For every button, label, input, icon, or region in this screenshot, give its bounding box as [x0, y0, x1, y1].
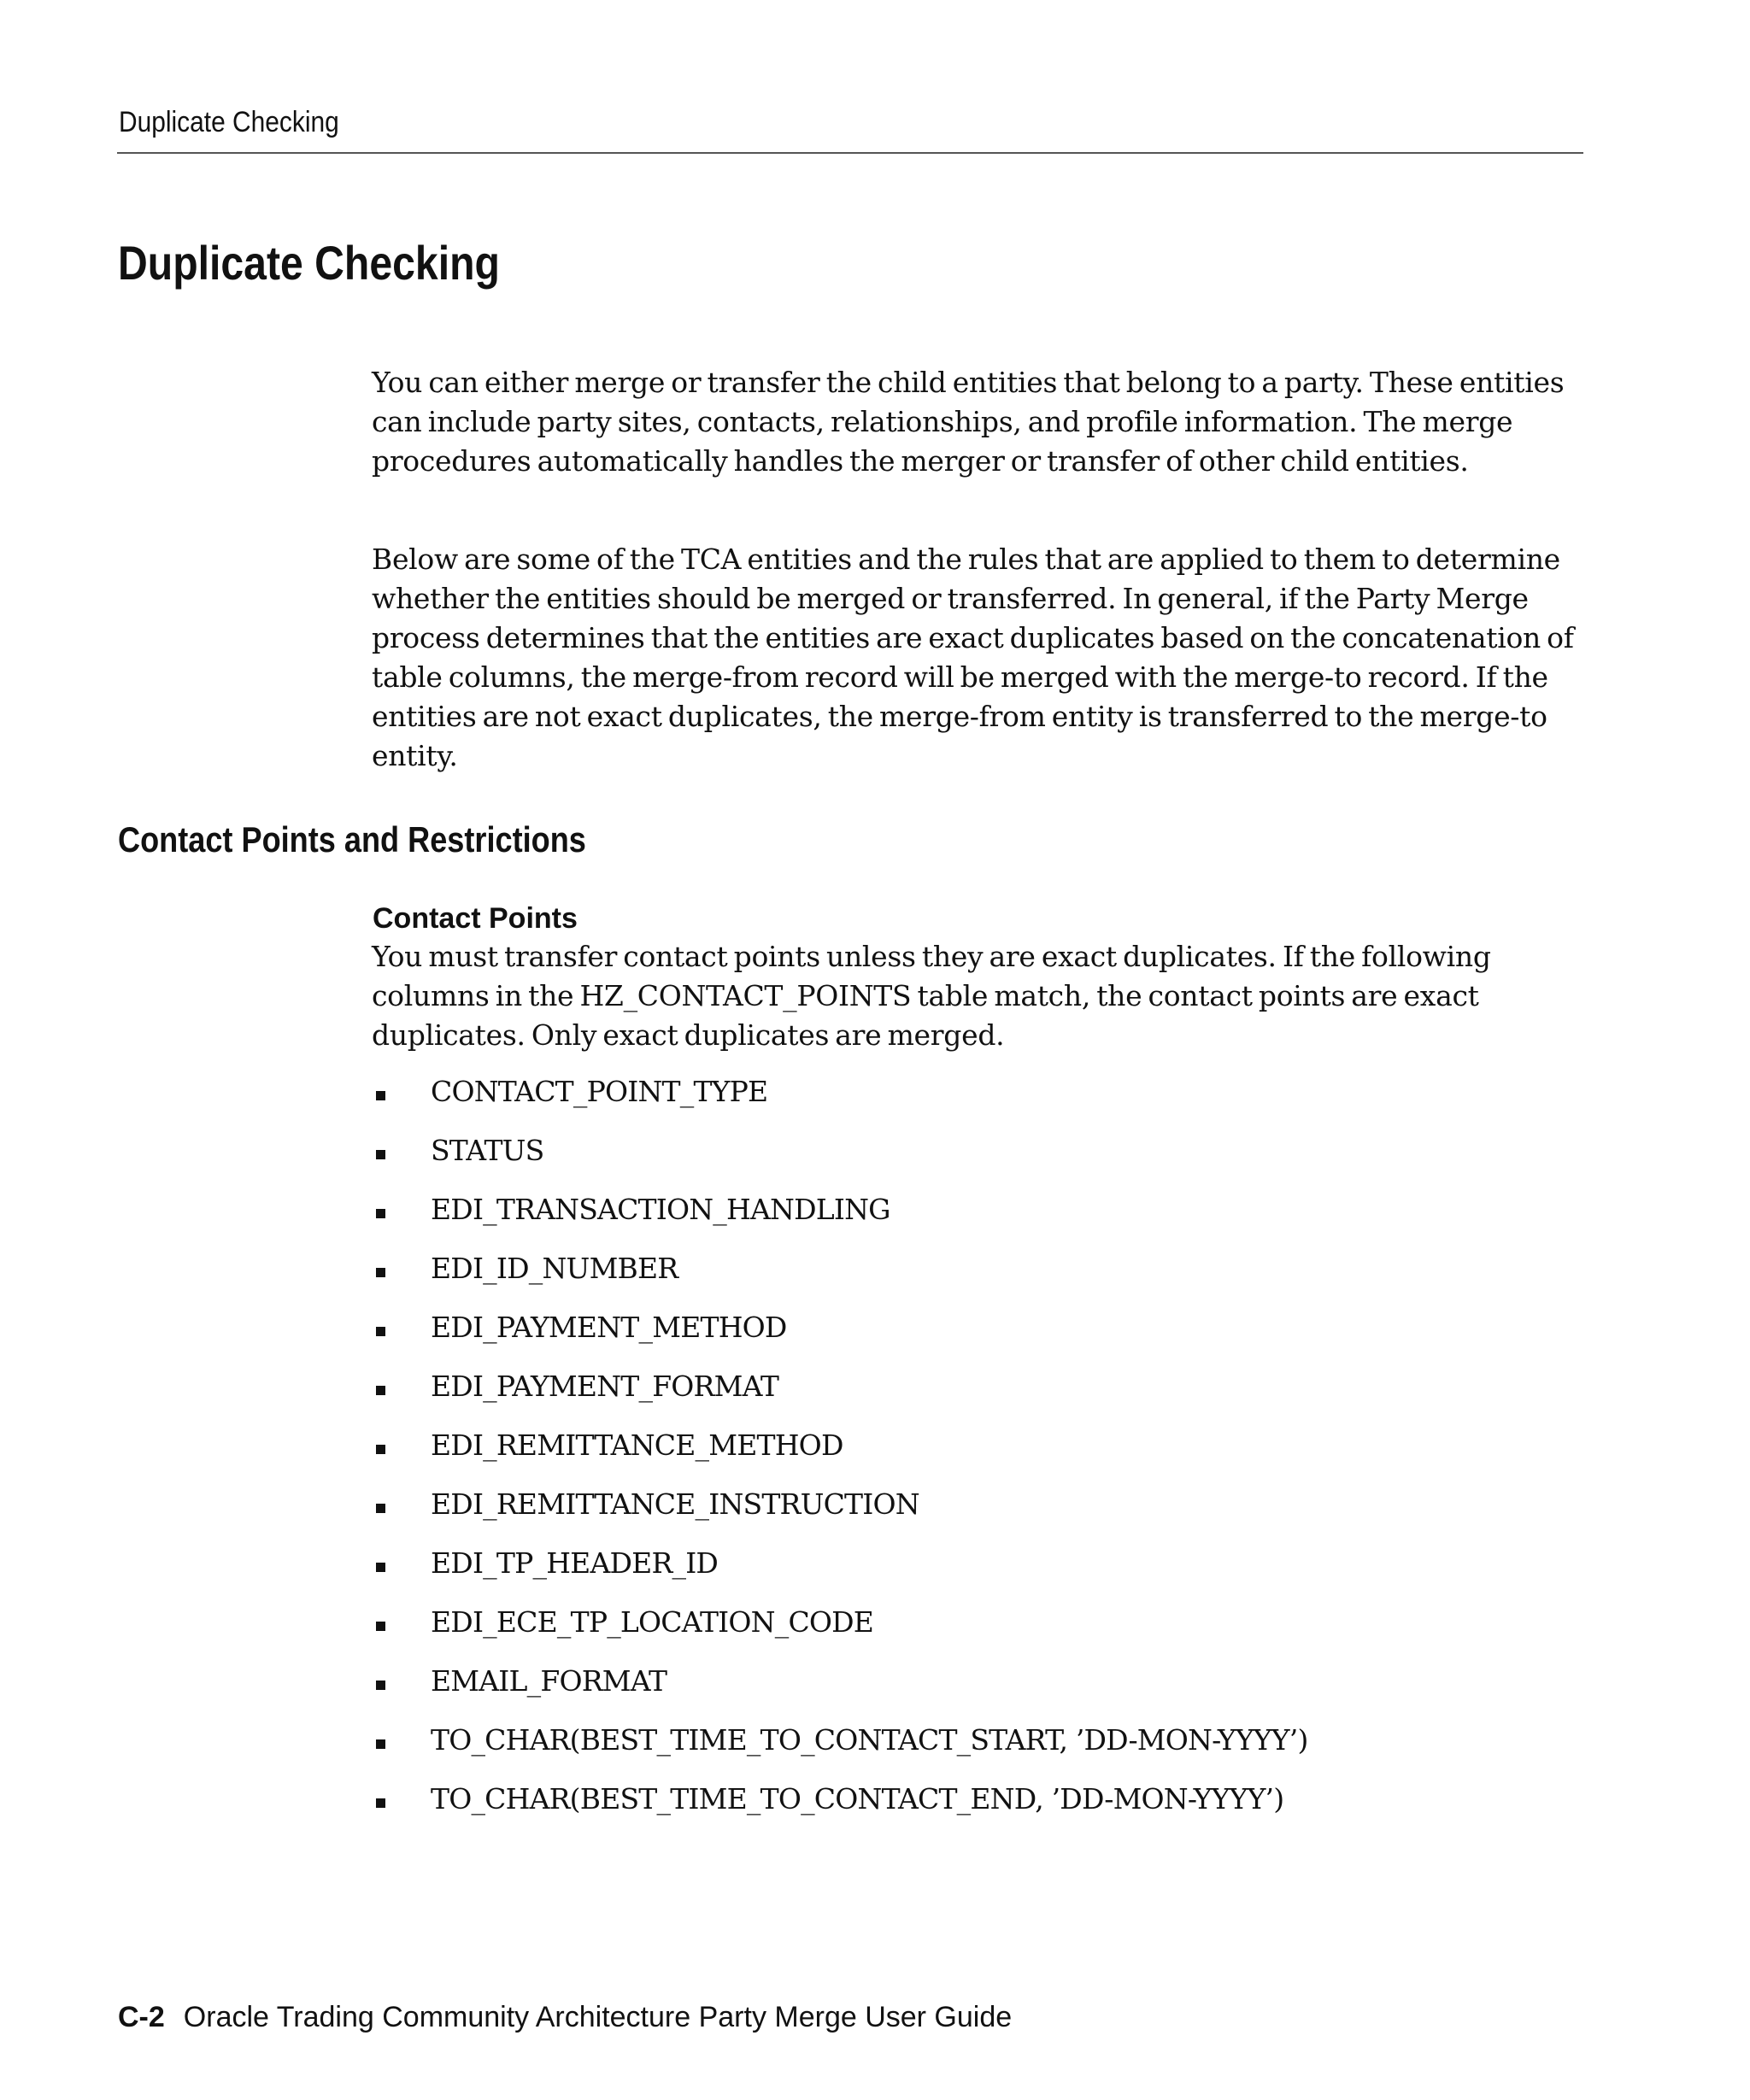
list-item-text: TO_CHAR(BEST_TIME_TO_CONTACT_END, ’DD-MON-YYYY’): [431, 1782, 1284, 1816]
list-item-text: EDI_REMITTANCE_METHOD: [431, 1428, 843, 1462]
bullet-icon: [376, 1209, 385, 1218]
bullet-icon: [376, 1327, 385, 1336]
list-item: [373, 1308, 1308, 1367]
list-item: [373, 1131, 1308, 1190]
list-item-text: EDI_TRANSACTION_HANDLING: [431, 1193, 890, 1226]
paragraph-text: You can either merge or transfer the child entities that belong to a party. These entities can include party sites, contacts, relationships, and profile information. The merge procedures automatically handles the merger or transfer of other child entities.: [372, 366, 1565, 478]
list-item: [373, 1426, 1308, 1485]
subsection-title: Contact Points: [373, 902, 578, 935]
bullet-icon: [376, 1445, 385, 1454]
list-item-text: EDI_ID_NUMBER: [431, 1252, 678, 1285]
intro-paragraph-1: [372, 363, 1585, 481]
paragraph-text: Below are some of the TCA entities and the rules that are applied to them to determine whether the entities should be merged or transferred. In general, if the Party Merge process determines that the entities are exact duplicates based on the concatenation of table columns, the merge-from record will be merged with the merge-to record. If the entities are not exact duplicates, the merge-from entity is transferred to the merge-to entity.: [372, 543, 1574, 772]
list-item: [373, 1544, 1308, 1603]
paragraph-text: You must transfer contact points unless they are exact duplicates. If the following columns in the HZ_CONTACT_POINTS table match, the contact points are exact duplicates. Only exact duplicates are merged.: [372, 940, 1491, 1052]
header-divider: [117, 152, 1583, 154]
contact-points-paragraph: [372, 937, 1585, 1055]
list-item-text: CONTACT_POINT_TYPE: [431, 1075, 768, 1108]
bullet-icon: [376, 1739, 385, 1749]
list-item-text: STATUS: [431, 1134, 544, 1167]
bullet-icon: [376, 1268, 385, 1277]
list-item: [373, 1072, 1308, 1131]
column-list: [373, 1072, 1308, 1839]
bullet-icon: [376, 1622, 385, 1631]
bullet-icon: [376, 1681, 385, 1690]
list-item: [373, 1721, 1308, 1780]
list-item: [373, 1367, 1308, 1426]
running-header: Duplicate Checking: [119, 106, 339, 138]
bullet-icon: [376, 1798, 385, 1808]
chapter-title: Duplicate Checking: [118, 236, 500, 290]
list-item: [373, 1485, 1308, 1544]
section-title: Contact Points and Restrictions: [118, 819, 586, 859]
list-item-text: EDI_TP_HEADER_ID: [431, 1546, 719, 1580]
list-item-text: EMAIL_FORMAT: [431, 1664, 667, 1698]
list-item: [373, 1249, 1308, 1308]
list-item-text: EDI_PAYMENT_FORMAT: [431, 1370, 779, 1403]
list-item-text: EDI_ECE_TP_LOCATION_CODE: [431, 1605, 874, 1639]
list-item: [373, 1603, 1308, 1662]
list-item-text: TO_CHAR(BEST_TIME_TO_CONTACT_START, ’DD-MON-YYYY’): [431, 1723, 1308, 1757]
list-item: [373, 1662, 1308, 1721]
bullet-icon: [376, 1150, 385, 1159]
list-item: [373, 1190, 1308, 1249]
bullet-icon: [376, 1091, 385, 1100]
bullet-icon: [376, 1563, 385, 1572]
bullet-icon: [376, 1504, 385, 1513]
list-item-text: EDI_REMITTANCE_INSTRUCTION: [431, 1487, 919, 1521]
bullet-icon: [376, 1386, 385, 1395]
list-item-text: EDI_PAYMENT_METHOD: [431, 1311, 787, 1344]
intro-paragraph-2: [372, 540, 1585, 776]
list-item: [373, 1780, 1308, 1839]
page-footer: [118, 2001, 1012, 2034]
book-title: Oracle Trading Community Architecture Party Merge User Guide: [183, 2001, 1013, 2033]
page-number: C-2: [118, 2001, 165, 2033]
